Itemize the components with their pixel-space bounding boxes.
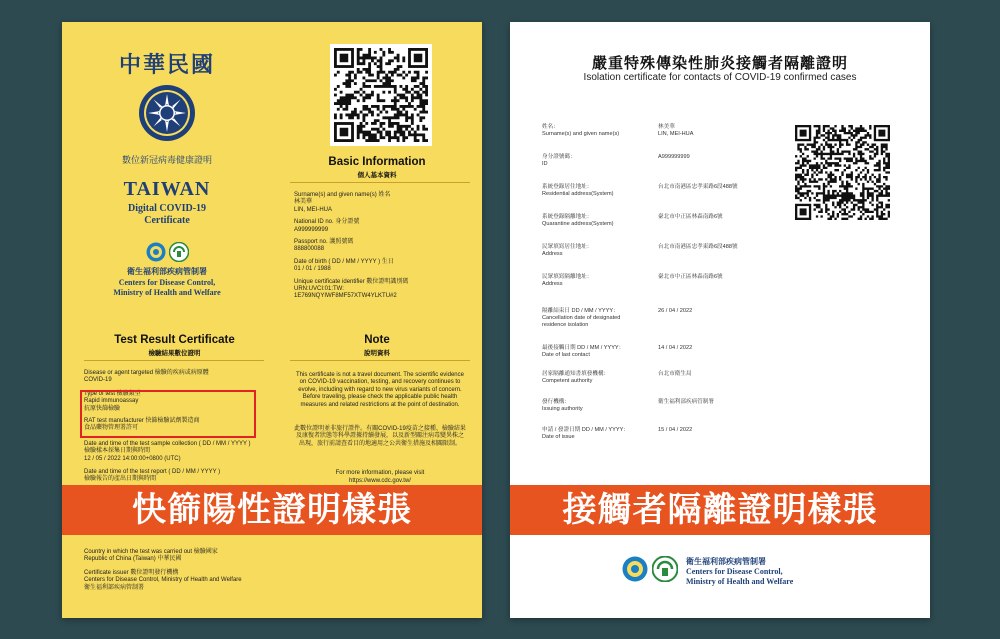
basic-field-value: 01 / 01 / 1988 bbox=[294, 266, 331, 273]
row-value: 臺北市中正區林森南路6號 bbox=[658, 274, 723, 280]
row-label-en: Cancellation date of designated residence isolation bbox=[542, 315, 621, 328]
highlight-box bbox=[80, 390, 256, 438]
row-value: 15 / 04 / 2022 bbox=[658, 427, 693, 433]
note-url-link[interactable]: https://www.cdc.gov.tw/ bbox=[349, 478, 411, 484]
mohw-logo-icon bbox=[146, 242, 166, 267]
isolation-row bbox=[542, 345, 792, 371]
right-qr-code bbox=[791, 121, 894, 224]
basic-field bbox=[294, 219, 474, 234]
row-value: 14 / 04 / 2022 bbox=[658, 345, 693, 351]
test-field-value2: 12 / 05 / 2022 14:00:00+0800 (UTC) bbox=[84, 455, 181, 462]
row-value: 台北市南港區忠孝東路6段488號 bbox=[658, 244, 738, 250]
row-label-en: ID bbox=[542, 161, 548, 167]
test-result-title: Test Result Certificate bbox=[114, 334, 235, 346]
isolation-row bbox=[542, 124, 792, 154]
isolation-title-zh: 嚴重特殊傳染性肺炎接觸者隔離證明 bbox=[591, 55, 848, 72]
basic-field bbox=[294, 239, 474, 254]
basic-field-value: 888800088 bbox=[294, 246, 325, 253]
row-value: 台北市衛生局 bbox=[658, 371, 692, 377]
country-test-label: Country in which the test was carried out 檢驗國家 bbox=[84, 549, 218, 555]
row-label-en: Date of last contact bbox=[542, 352, 590, 358]
row-value: A999999999 bbox=[658, 154, 690, 160]
isolation-row bbox=[542, 427, 792, 447]
row-value2: LIN, MEI-HUA bbox=[658, 131, 694, 137]
test-field-value: Rapid immunoassay bbox=[84, 398, 139, 405]
isolation-row bbox=[542, 274, 792, 308]
row-label-en: Surname(s) and given name(s) bbox=[542, 131, 620, 137]
row-label-zh: 民眾填寫隔離地址： bbox=[542, 274, 593, 280]
basic-info-title: Basic Information bbox=[328, 156, 426, 168]
test-field-value2: 抗原快篩檢驗 bbox=[84, 405, 121, 412]
note-text-en: This certificate is not a travel document. The scientific evidence on COVID-19 vaccination, testing, and recovery continues to evolve, including with regard to new virus variants of concern. Before traveling, please check the applicable public health measures and related restrictions at the point of destination. bbox=[296, 372, 464, 408]
test-result-divider bbox=[84, 360, 264, 361]
basic-field-value: A999999999 bbox=[294, 226, 329, 233]
right-cdc-name-en-1: Centers for Disease Control, bbox=[686, 567, 783, 576]
note-title-zh: 說明資料 bbox=[364, 350, 390, 357]
row-label-zh: 系統登錄居住地址： bbox=[542, 184, 593, 190]
right-cdc-name-en-2: Ministry of Health and Welfare bbox=[686, 577, 794, 586]
isolation-row bbox=[542, 371, 792, 399]
isolation-row bbox=[542, 184, 792, 214]
right-cdc-name-zh: 衛生福利部疾病管制署 bbox=[686, 557, 766, 566]
test-field-value: 檢驗樣本採集日期與時間 bbox=[84, 448, 151, 455]
basic-field-label: National ID no. 身分證號 bbox=[294, 219, 360, 226]
row-label-zh: 申請 / 發證日期 DD / MM / YYYY： bbox=[542, 427, 629, 433]
basic-field-label: Passport no. 護照號碼 bbox=[294, 239, 354, 246]
digital-cert-en-2: Certificate bbox=[144, 215, 190, 226]
basic-field bbox=[294, 259, 474, 274]
basic-info-divider bbox=[290, 182, 470, 183]
issuer-value-1: Centers for Disease Control, Ministry of Health and Welfare bbox=[84, 577, 242, 584]
test-result-certificate bbox=[62, 22, 482, 618]
right-mohw-logo-icon bbox=[622, 556, 648, 587]
basic-field-value2: 1E769NQYIWF8MF57XTW4YLKTU#2 bbox=[294, 293, 397, 300]
left-qr-code bbox=[330, 44, 432, 146]
issuer-label: Certificate issuer 數位證明發行機構 bbox=[84, 569, 179, 576]
test-field bbox=[84, 469, 279, 484]
country-issuer bbox=[84, 549, 334, 592]
right-cdc-logo-icon bbox=[652, 556, 678, 587]
isolation-certificate bbox=[510, 22, 930, 618]
basic-field-value2: LIN, MEI-HUA bbox=[294, 206, 333, 213]
row-label-zh: 民眾填寫居住地址： bbox=[542, 244, 593, 250]
test-field-value: COVID-19 bbox=[84, 377, 112, 384]
right-sample-banner: 接觸者隔離證明樣張 bbox=[510, 485, 930, 535]
isolation-row bbox=[542, 214, 792, 244]
row-label-zh: 居家隔離通知書填發機構： bbox=[542, 371, 610, 377]
note-divider bbox=[290, 360, 470, 361]
row-label-en: Address bbox=[542, 281, 563, 287]
note-title: Note bbox=[364, 334, 390, 346]
row-label-en: Issuing authority bbox=[542, 406, 583, 412]
cdc-name-zh: 衛生福利部疾病管制署 bbox=[127, 267, 207, 276]
row-label-en: Quarantine address(System) bbox=[542, 221, 614, 227]
row-value: 衛生福利部疾病管制署 bbox=[658, 399, 714, 405]
test-field-value: 食品藥物管理署許可 bbox=[84, 425, 139, 432]
cdc-logo-icon bbox=[169, 242, 189, 267]
basic-field-label: Surname(s) and given name(s) 姓名 bbox=[294, 192, 391, 198]
row-label-en: Date of issue bbox=[542, 434, 575, 440]
test-field bbox=[84, 441, 279, 463]
isolation-row bbox=[542, 308, 792, 345]
note-more-info: For more information, please visit bbox=[335, 470, 425, 476]
basic-info-zh: 個人基本資料 bbox=[357, 172, 397, 179]
row-value: 26 / 04 / 2022 bbox=[658, 308, 693, 314]
row-label-zh: 姓名： bbox=[542, 124, 559, 130]
row-label-en: Residential address(System) bbox=[542, 191, 614, 197]
isolation-fields bbox=[542, 124, 792, 447]
isolation-row bbox=[542, 154, 792, 184]
note-text-zh: 此數位證明並非旅行證件。有關COVID-19疫苗之接種、檢驗結果及康復者狀態等科學證據持續發展，以及新型關注病毒變異株之出現，旅行前請查看目的地適用之公共衛生措施及相關限制。 bbox=[294, 426, 466, 447]
isolation-row bbox=[542, 399, 792, 427]
test-field-label: Date and time of the test report ( DD / MM / YYYY ) bbox=[84, 469, 221, 476]
cdc-name-en-2: Ministry of Health and Welfare bbox=[113, 288, 221, 297]
row-label-en: Competent authority bbox=[542, 378, 593, 384]
test-field-value: 檢驗報告的產出日期與時間 bbox=[84, 476, 157, 483]
basic-field bbox=[294, 192, 474, 214]
left-sample-banner: 快篩陽性證明樣張 bbox=[62, 485, 482, 535]
test-result-title-zh: 檢驗結果數位證明 bbox=[148, 350, 201, 357]
row-label-zh: 身分證號碼： bbox=[542, 154, 576, 160]
basic-field-label: Date of birth ( DD / MM / YYYY ) 生日 bbox=[294, 258, 394, 265]
row-value: 林美華 bbox=[658, 124, 675, 130]
row-value: 臺北市中正區林森南路6號 bbox=[658, 214, 723, 220]
basic-field bbox=[294, 279, 474, 301]
issuer-value-2: 衛生福利部疾病管制署 bbox=[84, 584, 145, 591]
isolation-title-en: Isolation certificate for contacts of COVID-19 confirmed cases bbox=[583, 72, 857, 83]
row-label-zh: 隔離結束日 DD / MM / YYYY： bbox=[542, 308, 619, 314]
row-label-zh: 發行機構： bbox=[542, 399, 570, 405]
test-field-label: RAT test manufacturer 快篩檢驗試劑製造商 bbox=[84, 418, 200, 425]
isolation-row bbox=[542, 244, 792, 274]
country-test-value: Republic of China (Taiwan) 中華民國 bbox=[84, 556, 182, 563]
basic-field-label: Unique certificate identifier 數位證明識別碼 bbox=[294, 278, 409, 285]
basic-field-value: 林美華 bbox=[294, 199, 313, 206]
digital-cert-en-1: Digital COVID-19 bbox=[127, 203, 207, 214]
test-field-label: Date and time of the test sample collection ( DD / MM / YYYY ) bbox=[84, 440, 251, 447]
row-label-zh: 系統登錄隔離地址： bbox=[542, 214, 593, 220]
row-value: 台北市南港區忠孝東路6段488號 bbox=[658, 184, 738, 190]
basic-field-value: URN:UVCI:01:TW: bbox=[294, 286, 344, 293]
row-label-zh: 最後接觸日期 DD / MM / YYYY： bbox=[542, 345, 625, 351]
row-label-en: Address bbox=[542, 251, 563, 257]
taiwan-title: TAIWAN bbox=[123, 178, 211, 200]
test-field bbox=[84, 370, 279, 385]
test-field-label: Disease or agent targeted 檢驗的疾病或病原體 bbox=[84, 370, 209, 376]
test-field-label: Type of test 檢驗類型 bbox=[84, 390, 141, 397]
basic-info-fields bbox=[294, 192, 474, 301]
cdc-name-en-1: Centers for Disease Control, bbox=[118, 278, 216, 287]
country-title: 中華民國 bbox=[118, 52, 215, 77]
national-emblem-icon bbox=[138, 84, 196, 147]
digital-cert-zh: 數位新冠病毒健康證明 bbox=[121, 155, 212, 165]
